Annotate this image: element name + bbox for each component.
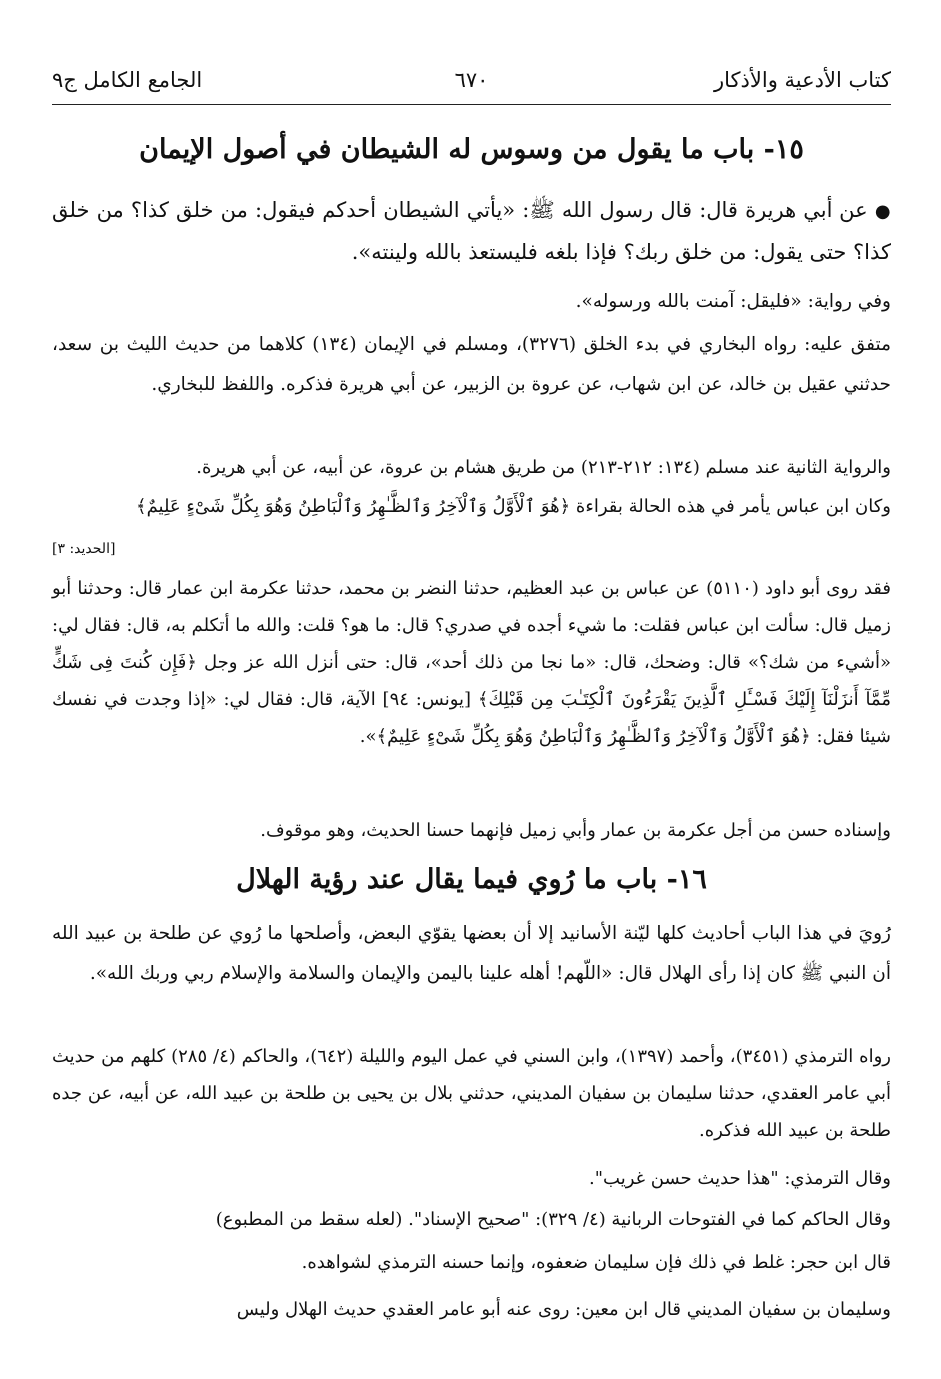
collection-title: الجامع الكامل ج٩ xyxy=(52,68,203,92)
quran-reference: [الحديد: ٣] xyxy=(52,541,116,557)
running-header xyxy=(52,60,891,105)
chapter-16-takhrij: رواه الترمذي (٣٤٥١)، وأحمد (١٣٩٧)، وابن السني في عمل اليوم والليلة (٦٤٢)، والحاكم (٤/ ٢٨٥) كلهم من حديث أبي عامر العقدي، حدثنا سليمان بن سفيان المديني، حدثني بلال بن يحيى بن طلحة بن عبيد الله، عن أبيه، عن جده طلحة بن عبيد الله فذكره. xyxy=(52,1046,891,1141)
chapter-15-hadith xyxy=(52,190,891,273)
chapter-15-takhrij: متفق عليه: رواه البخاري في بدء الخلق (٣٢٧٦)، ومسلم في الإيمان (١٣٤) كلاهما من حديث الليث بن سعد، حدثني عقيل بن خالد، عن ابن شهاب، عن عروة بن الزبير، عن أبي هريرة فذكره. واللفظ للبخاري. xyxy=(52,334,891,395)
hadith-text: عن أبي هريرة قال: قال رسول الله ﷺ: «يأتي الشيطان أحدكم فيقول: من خلق كذا؟ من خلق كذا؟ حتى يقول: من خلق ربك؟ فإذا بلغه فليستعذ بالله ولينته». xyxy=(52,198,891,264)
chapter-15-riwaya: وفي رواية: «فليقل: آمنت بالله ورسوله». xyxy=(575,291,891,312)
chapter-16-ibn-main: وسليمان بن سفيان المديني قال ابن معين: روى عنه أبو عامر العقدي حديث الهلال وليس xyxy=(236,1299,891,1320)
chapter-16-ibn-hajar: قال ابن حجر: غلط في ذلك فإن سليمان ضعفوه، وإنما حسنه الترمذي لشواهده. xyxy=(301,1252,891,1273)
chapter-16-tirmidhi: وقال الترمذي: "هذا حديث حسن غريب". xyxy=(589,1168,891,1189)
chapter-15-isnad-note: وإسناده حسن من أجل عكرمة بن عمار وأبي زميل فإنهما حسنا الحديث، وهو موقوف. xyxy=(260,820,891,841)
chapter-15-note-riwaya: والرواية الثانية عند مسلم (١٣٤: ٢١٢-٢١٣) من طريق هشام بن عروة، عن أبيه، عن أبي هريرة. xyxy=(196,457,891,478)
chapter-16-intro: رُويَ في هذا الباب أحاديث كلها ليّنة الأسانيد إلا أن بعضها يقوّي البعض، وأصلحها ما رُوي عن طلحة بن عبيد الله أن النبي ﷺ كان إذا رأى الهلال قال: «اللّهم! أهله علينا باليمن والإيمان والسلامة والإسلام ربي وربك الله». xyxy=(52,923,891,984)
chapter-15-note-ibn-abbas: وكان ابن عباس يأمر في هذه الحالة بقراءة ﴿هُوَ ٱلْأَوَّلُ وَٱلْآخِرُ وَٱلظَّـٰهِرُ وَٱلْبَاطِنُ وَهُوَ بِكُلِّ شَىْءٍ عَلِيمٌ﴾ xyxy=(136,496,891,517)
page-number: ٦٧٠ xyxy=(454,68,489,92)
chapter-16-hakim: وقال الحاكم كما في الفتوحات الربانية (٤/ ٣٢٩): "صحيح الإسناد". (لعله سقط من المطبوع) xyxy=(215,1209,891,1230)
book-title: كتاب الأدعية والأذكار xyxy=(714,68,891,92)
bullet-icon: ● xyxy=(874,201,891,222)
chapter-16-title: ١٦- باب ما رُوي فيما يقال عند رؤية الهلال xyxy=(236,864,707,895)
chapter-15-abu-dawud: فقد روى أبو داود (٥١١٠) عن عباس بن عبد العظيم، حدثنا النضر بن محمد، حدثنا عكرمة ابن عمار قال: وحدثنا أبو زميل قال: سألت ابن عباس فقلت: ما شيء أجده في صدري؟ قال: ما هو؟ قلت: والله ما أتكلم به، قال: فقال لي: «أشيء من شك؟» قال: وضحك، قال: «ما نجا من ذلك أحد»، قال: حتى أنزل الله عز وجل ﴿فَإِن كُنتَ فِى شَكٍّ مِّمَّآ أَنزَلْنَآ إِلَيْكَ فَسْـَٔلِ ٱلَّذِينَ يَقْرَءُونَ ٱلْكِتَـٰبَ مِن قَبْلِكَ﴾ [يونس: ٩٤] الآية، قال: فقال لي: «إذا وجدت في نفسك شيئا فقل: ﴿هُوَ ٱلْأَوَّلُ وَٱلْآخِرُ وَٱلظَّـٰهِرُ وَٱلْبَاطِنُ وَهُوَ بِكُلِّ شَىْءٍ عَلِيمٌ﴾». xyxy=(52,578,892,747)
chapter-15-title: ١٥- باب ما يقول من وسوس له الشيطان في أصول الإيمان xyxy=(139,134,804,165)
